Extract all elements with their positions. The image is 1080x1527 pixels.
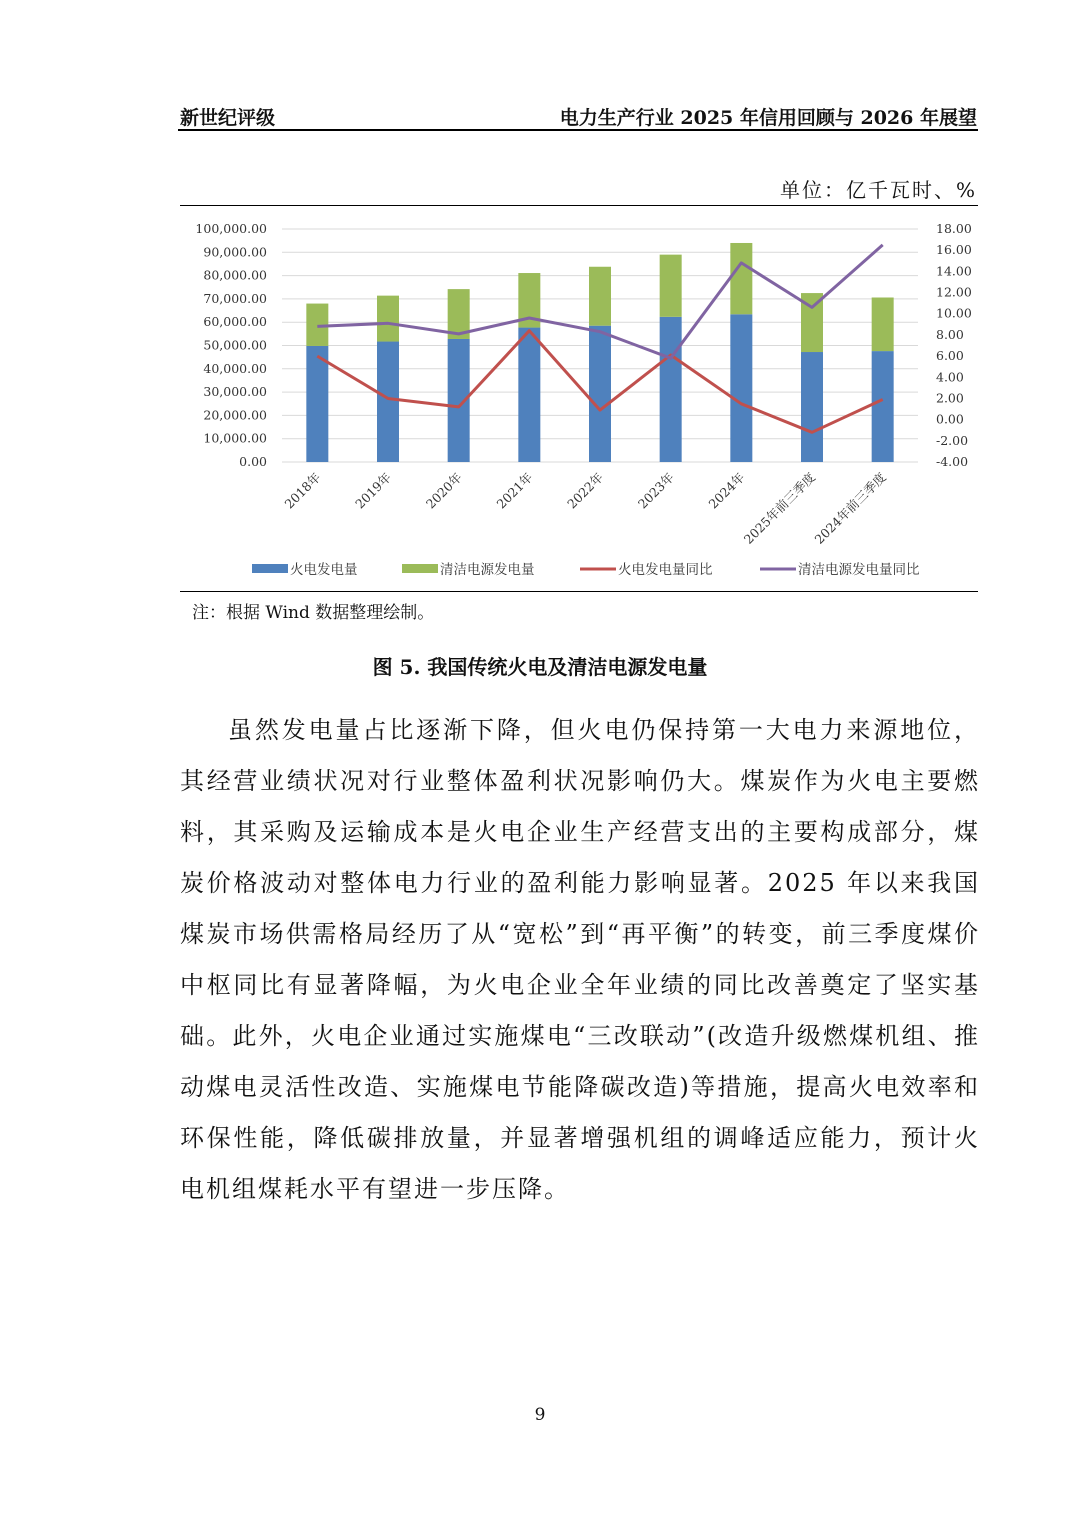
bar-clean (660, 255, 682, 317)
x-tick-label: 2018年 (281, 469, 324, 512)
x-tick-label: 2021年 (493, 469, 536, 512)
y-left-tick-label: 40,000.00 (203, 360, 267, 376)
x-tick-label: 2020年 (422, 469, 465, 512)
bar-thermal (589, 326, 611, 462)
bar-thermal (730, 314, 752, 462)
chart-unit-label: 单位：亿千瓦时、% (779, 178, 977, 202)
legend-label: 清洁电源发电量 (440, 562, 535, 578)
y-right-tick-label: -4.00 (936, 454, 969, 469)
y-left-tick-label: 100,000.00 (195, 221, 267, 236)
bar-clean (730, 243, 752, 314)
y-left-tick-label: 10,000.00 (203, 430, 267, 446)
header-divider (178, 129, 978, 131)
y-right-tick-label: 8.00 (936, 326, 964, 342)
figure-caption: 图 5. 我国传统火电及清洁电源发电量 (372, 655, 708, 679)
x-tick-label: 2025年前三季度 (740, 469, 819, 547)
bar-thermal (872, 351, 894, 462)
generation-chart (180, 207, 978, 589)
chart-bottom-divider (180, 591, 978, 592)
legend-label: 清洁电源发电量同比 (798, 562, 920, 578)
chart-source-note: 注：根据 Wind 数据整理绘制。 (192, 603, 435, 623)
bar-thermal (518, 328, 540, 462)
y-right-tick-label: 2.00 (936, 390, 964, 406)
y-right-tick-label: 6.00 (936, 348, 964, 364)
header-org-name: 新世纪评级 (180, 107, 276, 129)
body-paragraph: 虽然发电量占比逐渐下降，但火电仍保持第一大电力来源地位，其经营业绩状况对行业整体盈利状况影响仍大。煤炭作为火电主要燃料，其采购及运输成本是火电企业生产经营支出的主要构成部分，煤炭价格波动对整体电力行业的盈利能力影响显著。2025 年以来我国煤炭市场供需格局经历了从“宽松”到“再平衡”的转变，前三季度煤价中枢同比有显著降幅，为火电企业全年业绩的同比改善奠定了坚实基础。此外，火电企业通过实施煤电“三改联动”(改造升级燃煤机组、推动煤电灵活性改造、实施煤电节能降碳改造)等措施，提高火电效率和环保性能，降低碳排放量，并显著增强机组的调峰适应能力，预计火电机组煤耗水平有望进一步压降。 (180, 716, 980, 1203)
page-number: 9 (534, 1405, 546, 1425)
x-tick-label: 2023年 (634, 469, 677, 512)
legend-label: 火电发电量同比 (618, 562, 713, 578)
y-left-tick-label: 80,000.00 (203, 267, 267, 283)
y-left-tick-label: 70,000.00 (203, 290, 267, 306)
bar-clean (589, 267, 611, 326)
y-right-tick-label: 12.00 (936, 284, 972, 300)
x-tick-label: 2019年 (352, 469, 395, 512)
bar-thermal (306, 346, 328, 462)
chart-top-divider (180, 205, 978, 206)
y-right-tick-label: 18.00 (936, 221, 972, 236)
x-tick-label: 2024年 (705, 469, 748, 512)
y-right-tick-label: 4.00 (936, 369, 964, 385)
y-right-tick-label: 14.00 (936, 263, 972, 279)
bar-clean (872, 298, 894, 352)
y-left-tick-label: 30,000.00 (203, 384, 267, 400)
bar-thermal (801, 352, 823, 462)
x-tick-label: 2024年前三季度 (811, 469, 889, 547)
x-tick-label: 2022年 (564, 469, 607, 512)
y-right-tick-label: -2.00 (936, 432, 969, 448)
body-paragraph-container (180, 705, 980, 1215)
legend-swatch (402, 564, 438, 573)
y-left-tick-label: 50,000.00 (203, 337, 267, 353)
header-report-title: 电力生产行业 2025 年信用回顾与 2026 年展望 (559, 107, 977, 129)
legend-label: 火电发电量 (290, 562, 358, 578)
legend-swatch (252, 564, 288, 573)
bar-clean (377, 296, 399, 342)
chart-legend (252, 561, 920, 578)
bar-thermal (660, 317, 682, 462)
y-left-tick-label: 60,000.00 (203, 314, 267, 330)
bar-thermal (377, 342, 399, 462)
y-left-tick-label: 90,000.00 (203, 244, 267, 260)
y-right-tick-label: 10.00 (936, 305, 972, 321)
y-right-tick-label: 16.00 (936, 242, 972, 258)
y-left-tick-label: 20,000.00 (203, 407, 267, 423)
y-left-tick-label: 0.00 (239, 454, 267, 469)
y-right-tick-label: 0.00 (936, 411, 964, 427)
